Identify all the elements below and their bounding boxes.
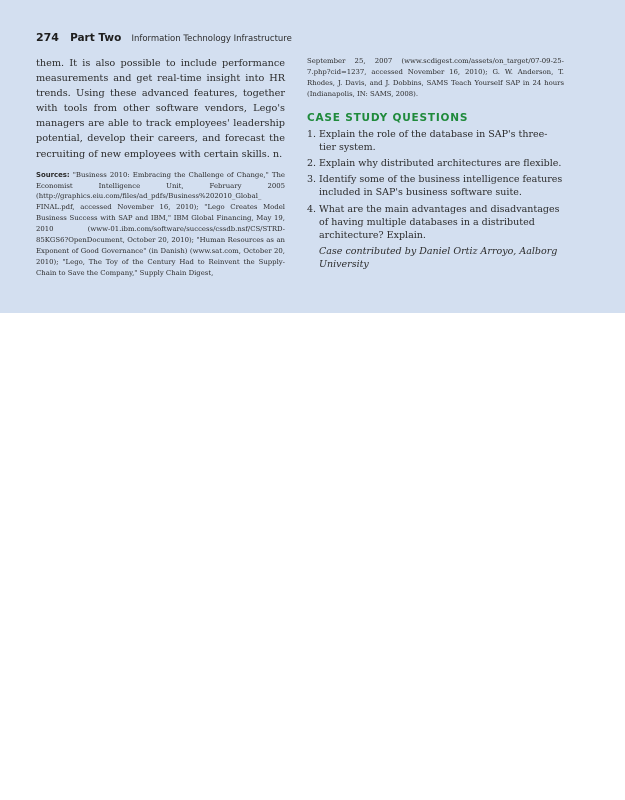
left-column — [36, 56, 285, 279]
case-study-questions-heading: CASE STUDY QUESTIONS — [307, 111, 469, 124]
question-item — [307, 173, 564, 199]
question-item — [307, 157, 564, 170]
right-column — [307, 56, 564, 272]
running-header — [36, 26, 292, 44]
question-text: Identify some of the business intelligence features included in SAP's business software suite. — [319, 174, 563, 199]
case-body-text: them. It is also possible to include performance measurements and get real-time insight into HR trends. Using these advanced features, together with tools from other software vendors, Lego's managers are able to track employees' leadership potential, develop their careers, and forecast the recruiting of new employees with certain skills. n. — [36, 58, 285, 160]
questions-list — [307, 128, 564, 243]
sources-citation — [36, 170, 285, 279]
question-item — [307, 203, 564, 243]
sources-text: "Business 2010: Embracing the Challenge of Change," The Economist Intelligence Unit, February 2005 (http://graphics.eiu.com/files/ad_pdfs/Business%202010_Global_ FINAL.pdf, accessed November 16, 2010); "Lego Creates Model Business Success with SAP and IBM," IBM Global Financing, May 19, 2010 (www-01.ibm.com/software/success/cssdb.nsf/CS/STRD-85KGS6?OpenDocument, October 20, 2010); "Human Resources as an Exponent of Good Governance" (in Danish) (www.sat.com, October 20, 2010); "Lego, The Toy of the Century Had to Reinvent the Supply-Chain to Save the Company," Supply Chain Digest, — [36, 170, 285, 277]
sources-continued: September 25, 2007 (www.scdigest.com/assets/on_target/07-09-25-7.php?cid=1237, accessed November 16, 2010); G. W. Anderson, T. Rhodes, J. Davis, and J. Dobbins, SAMS Teach Yourself SAP in 24 hours (Indianapolis, IN: SAMS, 2008). — [307, 57, 564, 98]
question-text: Explain why distributed architectures are flexible. — [319, 158, 562, 170]
question-number: 3. — [307, 174, 317, 186]
question-item — [307, 128, 564, 154]
case-credit: Case contributed by Daniel Ortiz Arroyo, Aalborg University — [319, 246, 558, 271]
section-title: Information Technology Infrastructure — [131, 34, 292, 44]
page-number: 274 — [36, 31, 59, 44]
question-text: Explain the role of the database in SAP's three-tier system. — [319, 128, 548, 153]
question-text: What are the main advantages and disadvantages of having multiple databases in a distributed architecture? Explain. — [319, 203, 560, 242]
sources-label: Sources: — [36, 170, 70, 179]
question-number: 2. — [307, 158, 317, 170]
question-number: 4. — [307, 203, 317, 215]
case-study-panel — [0, 0, 625, 313]
question-number: 1. — [307, 128, 317, 140]
part-label: Part Two — [70, 32, 122, 44]
